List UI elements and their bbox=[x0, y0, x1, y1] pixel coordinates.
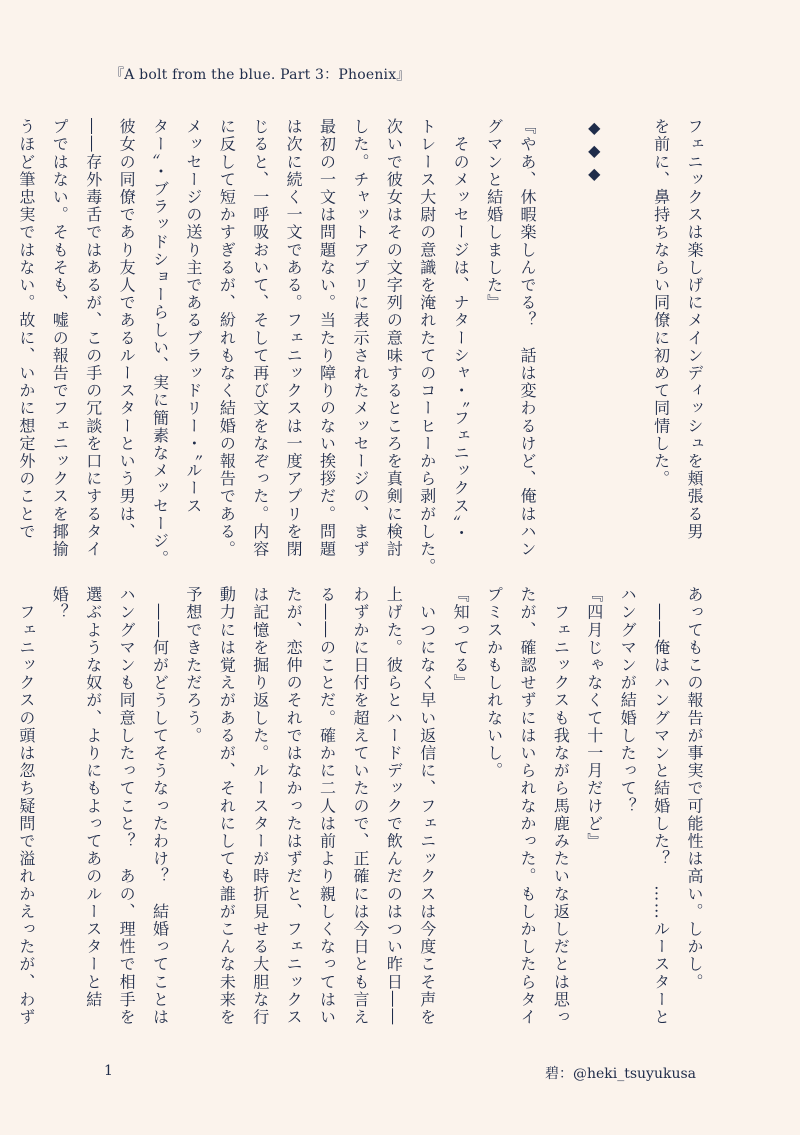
text-line: フェニックスの頭は忽ち疑問で溢れかえったが、わず bbox=[16, 586, 36, 1026]
text-block-top bbox=[16, 118, 711, 576]
text-line: じると、一呼吸おいて、そして再び文をなぞった。内容 bbox=[250, 118, 270, 558]
text-block-bottom bbox=[16, 586, 711, 1026]
text-line: ハングマンも同意したってこと？ あの、理性で相手を bbox=[117, 586, 137, 1026]
text-line bbox=[544, 118, 577, 558]
text-line: ハングマンが結婚したって？ bbox=[618, 586, 638, 815]
text-line: たが、恋仲のそれではなかったはずだと、フェニックス bbox=[284, 586, 304, 1026]
text-line: に反して短かすぎるが、紛れもなく結婚の報告である。 bbox=[217, 118, 237, 558]
text-line: ――存外毒舌ではあるが、この手の冗談を口にするタイ bbox=[83, 118, 103, 558]
text-line: そのメッセージは、ナターシャ・〝フェニックス〟・ bbox=[451, 118, 471, 542]
author-credit: 碧：@heki_tsuyukusa bbox=[544, 1066, 696, 1082]
text-line: 次いで彼女はその文字列の意味するところを真剣に検討 bbox=[384, 118, 404, 558]
text-line: 婚？ bbox=[50, 586, 70, 622]
text-line: フェニックスも我ながら馬鹿みたいな返しだとは思っ bbox=[551, 586, 571, 1026]
text-line: は記憶を掘り返した。ルースターが時折見せる大胆な行 bbox=[250, 586, 270, 1026]
text-line: フェニックスは楽しげにメインディッシュを頬張る男 bbox=[685, 118, 704, 541]
text-line: 最初の一文は問題ない。当たり障りのない挨拶だ。問題 bbox=[317, 118, 337, 558]
text-line: ター〟・ブラッドショーらしい、実に簡素なメッセージ。 bbox=[150, 118, 170, 568]
text-line: メッセージの送り主であるブラッドリー・〝ルース bbox=[183, 118, 203, 515]
text-line: たが、確認せずにはいられなかった。もしかしたらタイ bbox=[517, 586, 537, 1026]
text-line: 『四月じゃなくて十一月だけど』 bbox=[584, 586, 604, 850]
text-line: 予想できただろう。 bbox=[183, 586, 203, 745]
text-line: る――のことだ。確かに二人は前より親しくなってはい bbox=[317, 586, 337, 1026]
text-line: 『知ってる』 bbox=[451, 586, 471, 692]
page-number: 1 bbox=[104, 1063, 113, 1079]
text-line: 選ぶような奴が、よりにもよってあのルースターと結 bbox=[83, 586, 103, 1009]
text-line: トレース大尉の意識を淹れたてのコーヒーから剥がした。 bbox=[417, 118, 437, 576]
text-line: は次に続く一文である。フェニックスは一度アプリを閉 bbox=[284, 118, 304, 558]
text-line: プではない。そもそも、嘘の報告でフェニックスを揶揄 bbox=[50, 118, 70, 558]
text-line: プミスかもしれないし。 bbox=[484, 586, 504, 780]
text-line: いつになく早い返信に、フェニックスは今度こそ声を bbox=[417, 586, 437, 1026]
text-line: 動力には覚えがあるが、それにしても誰がこんな未来を bbox=[217, 586, 237, 1026]
page-header-title: 『A bolt from the blue. Part 3：Phoenix』 bbox=[110, 67, 411, 83]
text-line: を前に、鼻持ちならい同僚に初めて同情した。 bbox=[651, 118, 671, 488]
text-line: 上げた。彼らとハードデックで飲んだのはつい昨日―― bbox=[384, 586, 404, 1026]
text-line bbox=[611, 118, 644, 558]
text-line: うほど筆忠実ではない。故に、いかに想定外のことで bbox=[16, 118, 36, 541]
text-line: 『やあ、休暇楽しんでる？ 話は変わるけど、俺はハン bbox=[517, 118, 537, 558]
text-line: グマンと結婚しました』 bbox=[484, 118, 504, 312]
text-line: わずかに日付を超えていたので、正確には今日とも言え bbox=[350, 586, 370, 1026]
text-line: ――俺はハングマンと結婚した？ ……ルースターと bbox=[651, 586, 671, 1026]
text-line: 彼女の同僚であり友人であるルースターという男は、 bbox=[117, 118, 137, 541]
text-line: ――何がどうしてそうなったわけ？ 結婚ってことは bbox=[150, 586, 170, 1026]
section-break-ornament: ◆◆◆ bbox=[584, 118, 604, 187]
text-line: あってもこの報告が事実で可能性は高い。しかし。 bbox=[685, 586, 704, 991]
text-line: した。チャットアプリに表示されたメッセージの、まず bbox=[350, 118, 370, 558]
